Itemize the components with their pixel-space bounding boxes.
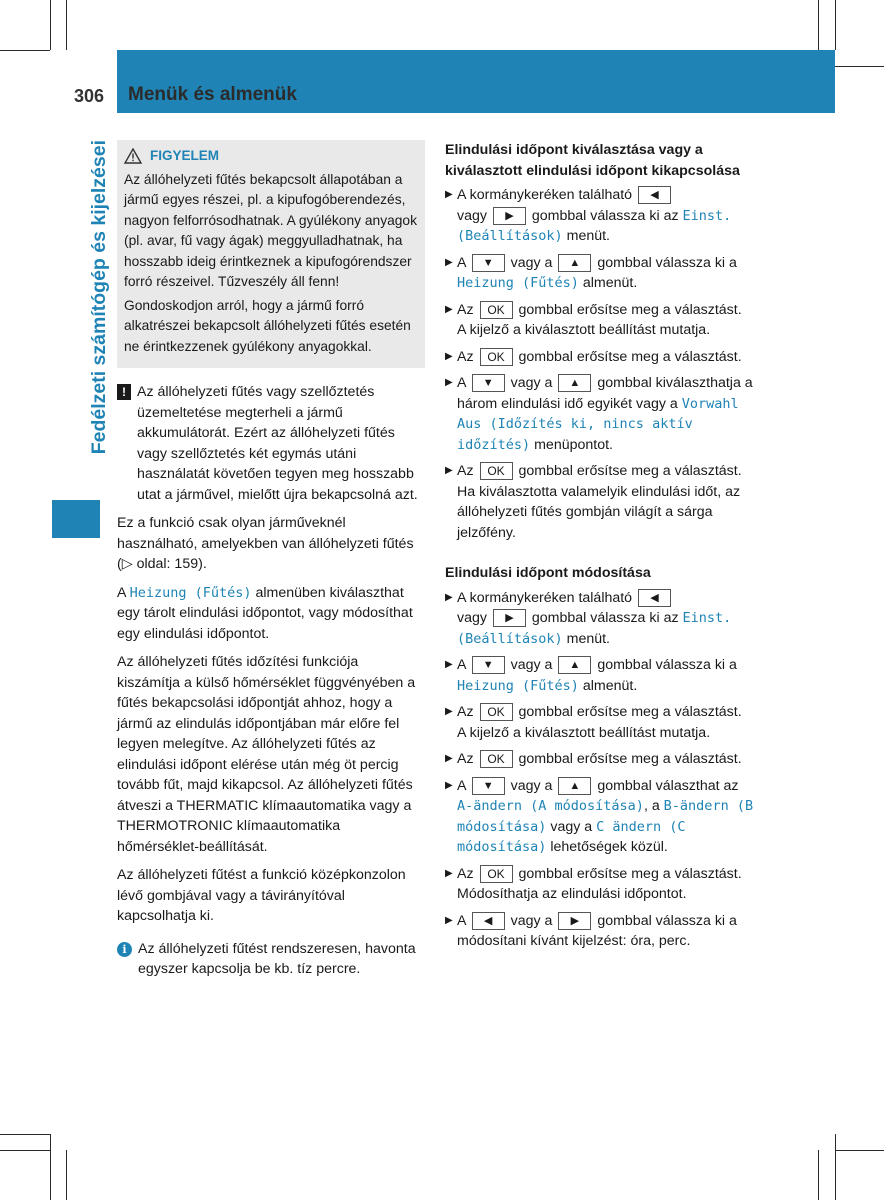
paragraph: Ez a funkció csak olyan járműveknél használható, amelyekben van állóhelyzeti fűtés (▷ oldal: 159). xyxy=(117,515,414,572)
warning-title: FIGYELEM xyxy=(150,148,220,163)
text: Az xyxy=(457,348,474,365)
crop-mark xyxy=(818,0,819,50)
text: vagy a xyxy=(550,818,593,835)
section-heading: Elindulási időpont kiválasztása vagy a kiválasztott elindulási időpont kikapcsolása xyxy=(445,142,740,179)
text: gombbal erősítse meg a választást. xyxy=(518,704,742,720)
bullet-triangle-icon: ▶ xyxy=(445,867,453,879)
menu-code: A-ändern (A módosítása) xyxy=(457,798,644,814)
text: Az xyxy=(457,704,474,720)
list-item xyxy=(445,588,755,650)
ok-key-icon: OK xyxy=(480,462,513,480)
right-arrow-key-icon: ▶ xyxy=(493,207,526,225)
info-icon: i xyxy=(117,942,132,957)
text: Az xyxy=(457,463,474,479)
list-item xyxy=(445,300,755,341)
text: A kijelző a kiválasztott beállítást mutatja. xyxy=(457,724,711,741)
section-heading: Elindulási időpont módosítása xyxy=(445,565,651,581)
down-arrow-key-icon: ▼ xyxy=(472,777,505,795)
text: gombbal erősítse meg a választást. xyxy=(518,751,742,767)
ok-key-icon: OK xyxy=(480,703,513,721)
bullet-triangle-icon: ▶ xyxy=(445,465,453,476)
text: A xyxy=(117,584,130,601)
list-item xyxy=(445,911,755,952)
bullet-triangle-icon: ▶ xyxy=(445,659,453,670)
paragraph: Az állóhelyzeti fűtést a funkció középkonzolon lévő gombjával vagy a távirányítóval kapcsolhatja ki. xyxy=(117,867,406,924)
menu-code: Heizung (Fűtés) xyxy=(129,584,252,601)
crop-mark xyxy=(0,1150,50,1151)
list-item xyxy=(445,702,755,743)
ok-key-icon: OK xyxy=(480,750,513,768)
ok-key-icon: OK xyxy=(480,348,513,366)
text: lehetőségek közül. xyxy=(550,839,668,855)
paragraph xyxy=(117,583,425,645)
text: menüt. xyxy=(566,630,610,647)
up-arrow-key-icon: ▲ xyxy=(558,777,591,795)
list-item xyxy=(445,347,755,368)
text: gombbal válassza ki a xyxy=(597,254,737,271)
crop-mark xyxy=(0,50,50,51)
text: gombbal kiválaszthatja a három elindulási idő egyikét vagy a xyxy=(457,375,753,412)
up-arrow-key-icon: ▲ xyxy=(558,374,591,392)
list-item xyxy=(445,373,755,455)
text: Ha kiválasztotta valamelyik elindulási időt, az állóhelyzeti fűtés gombján világít a sárga jelzőfény. xyxy=(457,483,741,541)
list-item xyxy=(445,185,755,247)
paragraph: Az állóhelyzeti fűtés időzítési funkciója kiszámítja a külső hőmérséklet függvényében a fűtés bekapcsolási időpontját ahhoz, hogy a jármű az elindulás időpontjában már előre fel legyen melegítve. Az állóhelyzeti fűtés az elindulási időpont elérése után még öt percig tovább fűt, majd kikapcsol. Az állóhelyzeti fűtés átveszi a THERMATIC klímaautomatika vagy a THERMOTRONIC klímaautomatika hőmérséklet-beállítását. xyxy=(117,654,416,855)
text: A xyxy=(457,777,466,794)
down-arrow-key-icon: ▼ xyxy=(472,656,505,674)
text: gombbal erősítse meg a választást. xyxy=(518,463,742,479)
bullet-triangle-icon: ▶ xyxy=(445,189,453,200)
crop-mark xyxy=(835,1134,836,1200)
bullet-triangle-icon: ▶ xyxy=(445,303,453,315)
chapter-side-label: Fedélzeti számítógép és kijelzései xyxy=(88,140,110,455)
caution-text: Az állóhelyzeti fűtés vagy szellőztetés üzemeltetése megterheli a jármű akkumulátorát. Ezért az állóhelyzeti fűtés vagy szellőztetés két egymás utáni használatát követően tegyen meg hosszabb utat a járművel, mielőtt újra bekapcsolná azt. xyxy=(137,384,418,503)
list-item xyxy=(445,655,755,696)
text: Az xyxy=(457,865,474,882)
text: Az xyxy=(457,301,474,318)
bullet-triangle-icon: ▶ xyxy=(445,914,453,926)
text: almenüt. xyxy=(582,275,638,291)
text: Az xyxy=(457,751,474,767)
crop-mark xyxy=(835,1150,884,1151)
ok-key-icon: OK xyxy=(480,865,513,883)
crop-mark xyxy=(818,1150,819,1200)
text: menüpontot. xyxy=(534,436,613,453)
down-arrow-key-icon: ▼ xyxy=(472,374,505,392)
text: , a xyxy=(643,798,660,814)
warning-text-1: Az állóhelyzeti fűtés bekapcsolt állapotában a jármű egyes részei, pl. a kipufogóberendezés, nagyon felforrósodhatnak. A gyúlékony anyagok (pl. avar, fű vagy ágak) meggyulladhatnak, ha hosszabb ideig érintkeznek a kipufogórendszer forró részeivel. Tűzveszély áll fenn! xyxy=(124,171,418,289)
text: A xyxy=(457,254,466,271)
right-arrow-key-icon: ▶ xyxy=(493,609,526,627)
text: gombbal erősítse meg a választást. xyxy=(518,348,742,365)
page-title: Menük és almenük xyxy=(128,84,297,105)
list-item xyxy=(445,461,755,543)
right-arrow-key-icon: ▶ xyxy=(558,912,591,930)
text: gombbal válassza ki a xyxy=(597,657,737,673)
bullet-triangle-icon: ▶ xyxy=(445,779,453,791)
text: vagy a xyxy=(510,254,553,271)
exclamation-icon: ! xyxy=(117,384,131,400)
list-item xyxy=(445,776,755,858)
info-note xyxy=(117,939,425,980)
text: A xyxy=(457,657,466,673)
up-arrow-key-icon: ▲ xyxy=(558,656,591,674)
text: vagy a xyxy=(510,375,553,391)
crop-mark xyxy=(835,66,884,67)
right-column xyxy=(445,140,755,958)
warning-header xyxy=(124,146,419,167)
bullet-triangle-icon: ▶ xyxy=(445,591,453,603)
warning-text-2: Gondoskodjon arról, hogy a jármű forró alkatrészei bekapcsolt állóhelyzeti fűtés esetén ne érintkezzenek gyúlékony anyagokkal. xyxy=(124,297,411,354)
chapter-tab-marker xyxy=(52,500,100,538)
crop-mark xyxy=(50,1134,51,1200)
menu-code: Heizung (Fűtés) xyxy=(457,275,579,291)
list-item xyxy=(445,253,755,294)
text: menüt. xyxy=(566,228,610,244)
text: A kormánykeréken található xyxy=(457,589,633,606)
text: gombbal válassza ki a módosítani kívánt kijelzést: óra, perc. xyxy=(457,912,737,949)
crop-mark xyxy=(835,0,836,50)
text: vagy a xyxy=(510,777,553,794)
text: vagy xyxy=(457,207,487,224)
warning-box xyxy=(117,140,425,368)
down-arrow-key-icon: ▼ xyxy=(472,254,505,272)
left-arrow-key-icon: ◀ xyxy=(638,589,671,607)
bullet-triangle-icon: ▶ xyxy=(445,350,453,362)
crop-mark xyxy=(50,0,51,50)
left-arrow-key-icon: ◀ xyxy=(472,912,505,930)
bullet-triangle-icon: ▶ xyxy=(445,256,453,268)
text: gombbal válassza ki az xyxy=(531,207,679,224)
text: almenüben kiválaszthat egy tárolt elindulási időpontot, vagy módosíthat egy elindulási időpontot. xyxy=(117,584,413,642)
text: A kijelző a kiválasztott beállítást mutatja. xyxy=(457,322,711,338)
menu-code: C ändern (C módosítása) xyxy=(457,818,686,855)
menu-code: Einst. (Beállítások) xyxy=(457,207,732,244)
menu-code: Vorwahl Aus (Időzítés ki, nincs aktív időzítés) xyxy=(457,395,739,453)
info-text: Az állóhelyzeti fűtést rendszeresen, havonta egyszer kapcsolja be kb. tíz percre. xyxy=(138,940,416,977)
left-column xyxy=(117,140,425,980)
text: gombbal válassza ki az xyxy=(531,610,679,626)
text: A xyxy=(457,375,466,391)
caution-note xyxy=(117,382,425,505)
menu-code: Einst. (Beállítások) xyxy=(457,610,732,647)
menu-code: Heizung (Fűtés) xyxy=(457,677,579,694)
left-arrow-key-icon: ◀ xyxy=(638,186,671,204)
crop-mark xyxy=(66,0,67,50)
list-item xyxy=(445,864,755,905)
text: vagy a xyxy=(510,912,553,929)
text: A xyxy=(457,912,466,929)
up-arrow-key-icon: ▲ xyxy=(558,254,591,272)
bullet-triangle-icon: ▶ xyxy=(445,753,453,764)
text: vagy xyxy=(457,610,487,626)
bullet-triangle-icon: ▶ xyxy=(445,706,453,717)
text: A kormánykeréken található xyxy=(457,187,633,203)
bullet-triangle-icon: ▶ xyxy=(445,377,453,388)
crop-mark xyxy=(66,1150,67,1200)
text: gombbal erősítse meg a választást. xyxy=(518,865,742,882)
text: almenüt. xyxy=(582,677,638,694)
page-number: 306 xyxy=(74,86,105,106)
menu-code: B-ändern (B módosítása) xyxy=(457,798,754,835)
text: gombbal erősítse meg a választást. xyxy=(518,301,742,318)
text: gombbal választhat az xyxy=(597,777,739,794)
warning-triangle-icon xyxy=(124,148,142,164)
ok-key-icon: OK xyxy=(480,301,513,319)
crop-mark xyxy=(0,1134,50,1135)
list-item xyxy=(445,749,755,770)
text: Módosíthatja az elindulási időpontot. xyxy=(457,886,687,902)
text: vagy a xyxy=(510,657,553,673)
